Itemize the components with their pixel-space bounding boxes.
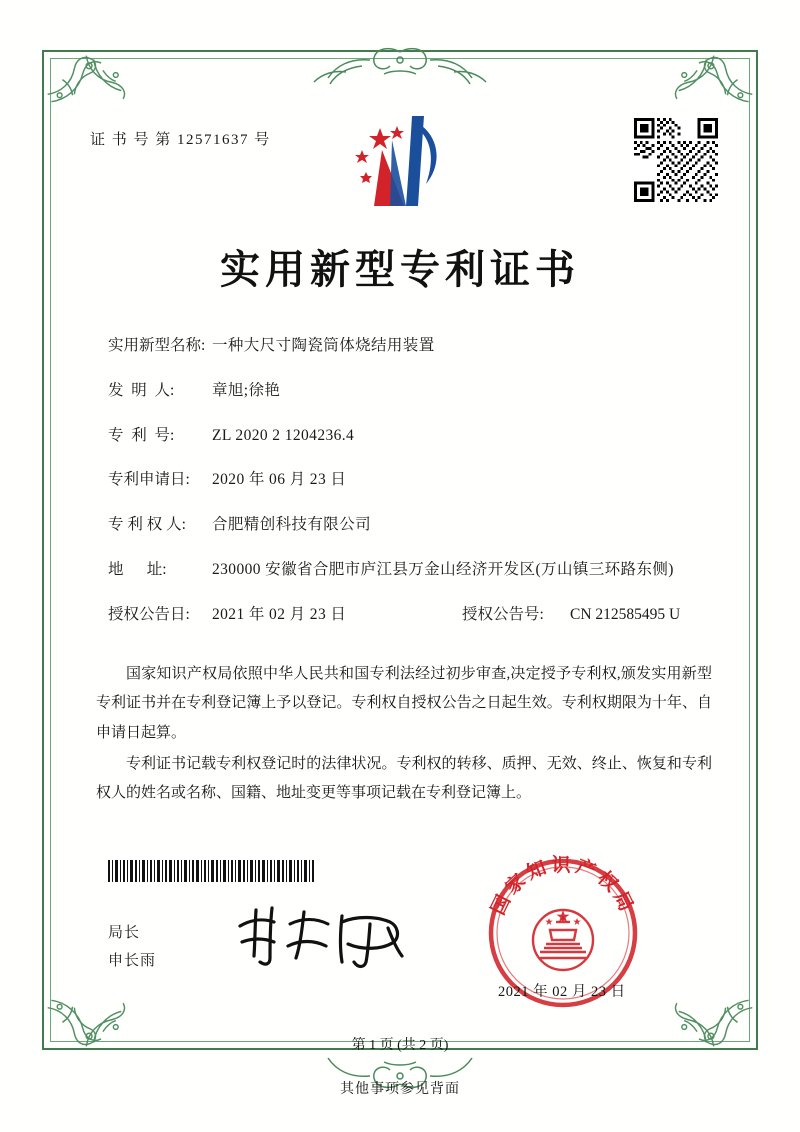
field-label-patentee: 专 利 权 人: bbox=[108, 516, 186, 534]
director-title-label: 局长 bbox=[108, 925, 141, 941]
field-label-application-date: 专利申请日: bbox=[108, 471, 190, 489]
field-value-grant-date: 2021 年 02 月 23 日 bbox=[212, 605, 347, 623]
director-name-label: 申长雨 bbox=[108, 952, 157, 969]
footer-note: 其他事项参见背面 bbox=[340, 1082, 460, 1097]
field-label-grant-date: 授权公告日: bbox=[108, 605, 190, 623]
field-row-inventor bbox=[108, 379, 708, 404]
field-row-utility-model-name bbox=[108, 334, 708, 359]
page-title: 实用新型专利证书 bbox=[220, 246, 580, 293]
field-value-inventor: 章旭;徐艳 bbox=[212, 381, 281, 399]
ornament-top-center bbox=[250, 44, 550, 88]
director-block bbox=[108, 920, 156, 976]
field-label-grant-number: 授权公告号: bbox=[462, 605, 544, 623]
page-number: 第 1 页 (共 2 页) bbox=[351, 1038, 449, 1053]
field-row-patent-number bbox=[108, 424, 708, 449]
field-value-grant-number: CN 212585495 U bbox=[570, 605, 681, 623]
field-label-patent-number: 专 利 号: bbox=[108, 426, 175, 444]
field-value-utility-model-name: 一种大尺寸陶瓷筒体烧结用装置 bbox=[212, 337, 435, 354]
svg-text:国家知识产权局: 国家知识产权局 bbox=[486, 853, 640, 919]
body-paragraph-1: 国家知识产权局依照中华人民共和国专利法经过初步审查,决定授予专利权,颁发实用新型专利证书并在专利登记簿上予以登记。专利权自授权公告之日起生效。专利权期限为十年、自申请日起算。 bbox=[96, 666, 712, 741]
director-signature bbox=[230, 900, 420, 970]
certificate-number: 证 书 号 第 12571637 号 bbox=[90, 132, 271, 148]
body-paragraph-2: 专利证书记载专利权登记时的法律状况。专利权的转移、质押、无效、终止、恢复和专利权人的姓名或名称、国籍、地址变更等事项记载在专利登记簿上。 bbox=[96, 755, 712, 801]
certificate-body bbox=[96, 660, 712, 810]
field-label-utility-model-name: 实用新型名称: bbox=[108, 337, 206, 354]
field-value-address: 230000 安徽省合肥市庐江县万金山经济开发区(万山镇三环路东侧) bbox=[212, 560, 674, 578]
field-row-application-date bbox=[108, 468, 708, 493]
field-row-address bbox=[108, 558, 708, 583]
qr-code bbox=[634, 118, 718, 202]
cnipa-logo bbox=[340, 110, 460, 220]
field-value-application-date: 2020 年 06 月 23 日 bbox=[212, 471, 347, 489]
field-label-inventor: 发 明 人: bbox=[108, 381, 175, 399]
field-row-patentee bbox=[108, 513, 708, 538]
field-label-address: 地 址: bbox=[108, 560, 167, 578]
seal-date: 2021 年 02 月 23 日 bbox=[498, 984, 626, 1000]
certificate-fields bbox=[108, 334, 708, 648]
field-row-grant-announcement bbox=[108, 603, 708, 628]
field-value-patentee: 合肥精创科技有限公司 bbox=[212, 516, 372, 534]
barcode bbox=[108, 860, 316, 882]
field-value-patent-number: ZL 2020 2 1204236.4 bbox=[212, 426, 355, 444]
